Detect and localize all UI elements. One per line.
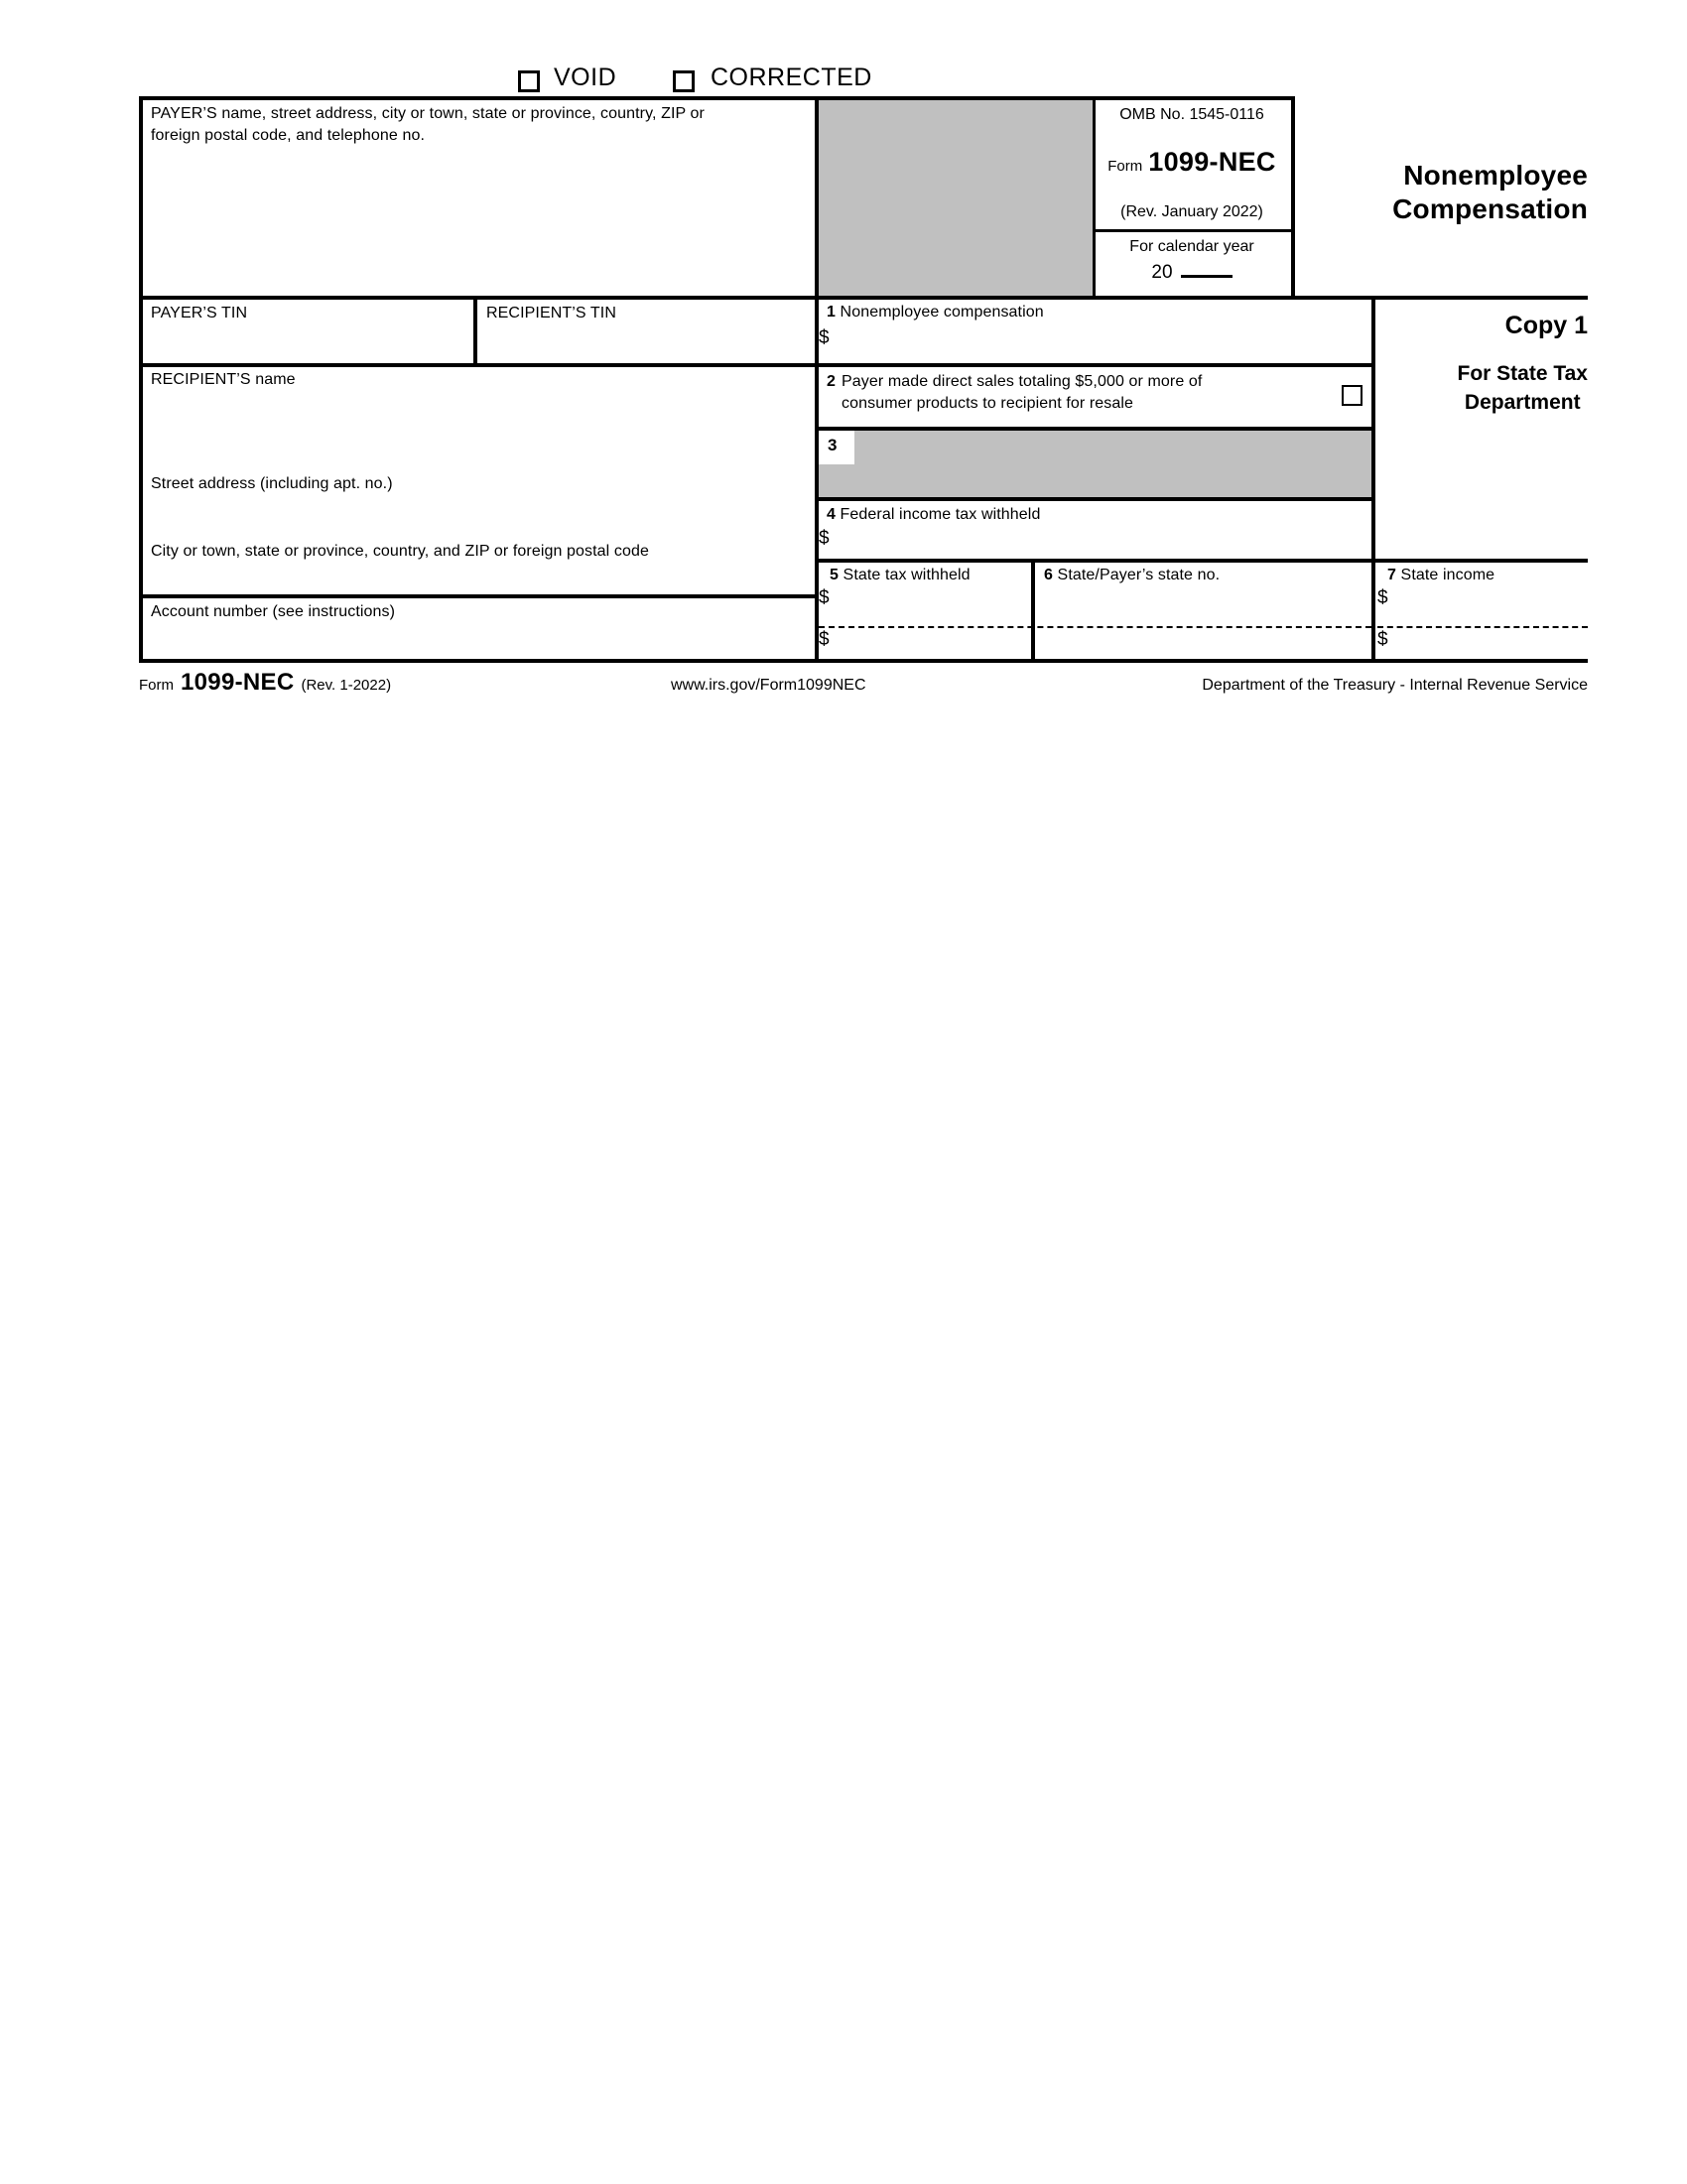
void-checkbox[interactable] xyxy=(518,70,540,92)
payer-tin-label: PAYER’S TIN xyxy=(151,305,248,321)
box7-dollar-sign-2: $ xyxy=(1377,629,1388,650)
border-line xyxy=(815,427,1375,431)
account-number-label: Account number (see instructions) xyxy=(151,603,396,620)
box7-number: 7 xyxy=(1387,567,1396,583)
border-line xyxy=(139,659,1588,663)
box1-amount-input[interactable] xyxy=(839,325,1364,359)
payer-tin-input[interactable] xyxy=(145,331,468,359)
calendar-year-input[interactable] xyxy=(1181,260,1233,278)
payer-info-input[interactable] xyxy=(145,151,806,290)
footer-form-id xyxy=(139,669,391,697)
box3-number-chip xyxy=(819,431,854,464)
corrected-checkbox[interactable] xyxy=(673,70,695,92)
footer-form-number: 1099-NEC xyxy=(181,669,295,696)
border-line xyxy=(1291,96,1295,300)
border-line xyxy=(139,96,143,663)
border-line xyxy=(1093,96,1096,299)
copy-designation: Copy 1 xyxy=(1504,312,1588,339)
box2-number: 2 xyxy=(827,373,836,390)
footer-url-link[interactable]: www.irs.gov/Form1099NEC xyxy=(671,677,866,694)
box5-amount-input-1[interactable] xyxy=(839,589,1027,621)
box3-number: 3 xyxy=(828,436,838,454)
calendar-year-label: For calendar year xyxy=(1129,238,1254,255)
box5-amount-input-2[interactable] xyxy=(839,631,1027,655)
dashed-separator xyxy=(819,626,1371,628)
form-title-line2: Compensation xyxy=(1392,193,1588,225)
omb-number: OMB No. 1545-0116 xyxy=(1119,106,1264,123)
payer-info-label: PAYER’S name, street address, city or town, state or province, country, ZIP or foreign postal code, and telephone no. xyxy=(151,105,705,144)
box5-number: 5 xyxy=(830,567,839,583)
box4-label: 4 Federal income tax withheld xyxy=(827,506,1041,523)
box7-label: 7 State income xyxy=(1387,567,1495,583)
shaded-area-top xyxy=(819,100,1093,296)
border-line xyxy=(815,559,1588,563)
box1-number: 1 xyxy=(827,304,836,321)
box5-label: 5 State tax withheld xyxy=(830,567,971,583)
border-line xyxy=(1371,296,1375,663)
calendar-year-row xyxy=(1097,260,1287,284)
year-prefix: 20 xyxy=(1151,262,1173,283)
footer-department: Department of the Treasury - Internal Revenue Service xyxy=(1202,677,1588,694)
box5-dollar-sign-2: $ xyxy=(819,629,830,650)
footer-revision: (Rev. 1-2022) xyxy=(301,677,392,694)
form-title xyxy=(1369,159,1588,226)
box6-state-no-input-2[interactable] xyxy=(1040,631,1367,655)
recipient-tin-label: RECIPIENT’S TIN xyxy=(486,305,616,321)
account-number-input[interactable] xyxy=(145,625,806,655)
box1-dollar-sign: $ xyxy=(819,327,830,348)
recipient-tin-input[interactable] xyxy=(480,331,810,359)
box7-amount-input-1[interactable] xyxy=(1397,589,1584,621)
box1-label: 1 Nonemployee compensation xyxy=(827,304,1044,321)
omb-revision: (Rev. January 2022) xyxy=(1120,203,1263,220)
border-line xyxy=(815,497,1375,501)
box7-amount-input-2[interactable] xyxy=(1397,631,1584,655)
border-line xyxy=(1031,559,1035,663)
form-title-line1: Nonemployee xyxy=(1403,160,1588,191)
border-line xyxy=(139,296,1588,300)
recipient-name-label: RECIPIENT’S name xyxy=(151,371,296,388)
box2-label: 2 Payer made direct sales totaling $5,000 or more of consumer products to recipient for resale xyxy=(827,371,1248,414)
border-line xyxy=(473,296,477,367)
copy-for-line2: Department xyxy=(1464,391,1581,415)
void-label: VOID xyxy=(554,64,617,91)
dashed-separator xyxy=(1377,626,1588,628)
city-input[interactable] xyxy=(145,564,806,591)
copy-for-line1: For State Tax xyxy=(1457,362,1588,385)
street-address-label: Street address (including apt. no.) xyxy=(151,475,393,492)
box2-direct-sales-checkbox[interactable] xyxy=(1342,385,1363,406)
box4-number: 4 xyxy=(827,506,836,523)
copy-recipient-block xyxy=(1379,359,1588,418)
footer-form-word: Form xyxy=(139,677,174,694)
box5-dollar-sign-1: $ xyxy=(819,587,830,608)
border-line xyxy=(1093,229,1295,232)
street-address-input[interactable] xyxy=(145,496,806,536)
box6-number: 6 xyxy=(1044,567,1053,583)
corrected-label: CORRECTED xyxy=(711,64,872,91)
border-line xyxy=(139,594,819,598)
shaded-box-3 xyxy=(819,431,1371,497)
box4-amount-input[interactable] xyxy=(839,526,1364,555)
form-number: 1099-NEC xyxy=(1148,147,1276,177)
border-line xyxy=(139,363,1375,367)
city-label: City or town, state or province, country, and ZIP or foreign postal code xyxy=(151,543,649,560)
border-line xyxy=(815,96,819,663)
recipient-name-input[interactable] xyxy=(145,393,806,468)
omb-form-title xyxy=(1097,147,1287,178)
box6-state-no-input-1[interactable] xyxy=(1040,589,1367,621)
box4-dollar-sign: $ xyxy=(819,528,830,549)
box7-dollar-sign-1: $ xyxy=(1377,587,1388,608)
form-word: Form xyxy=(1107,158,1143,175)
box6-label: 6 State/Payer’s state no. xyxy=(1044,567,1221,583)
border-line xyxy=(139,96,1295,100)
